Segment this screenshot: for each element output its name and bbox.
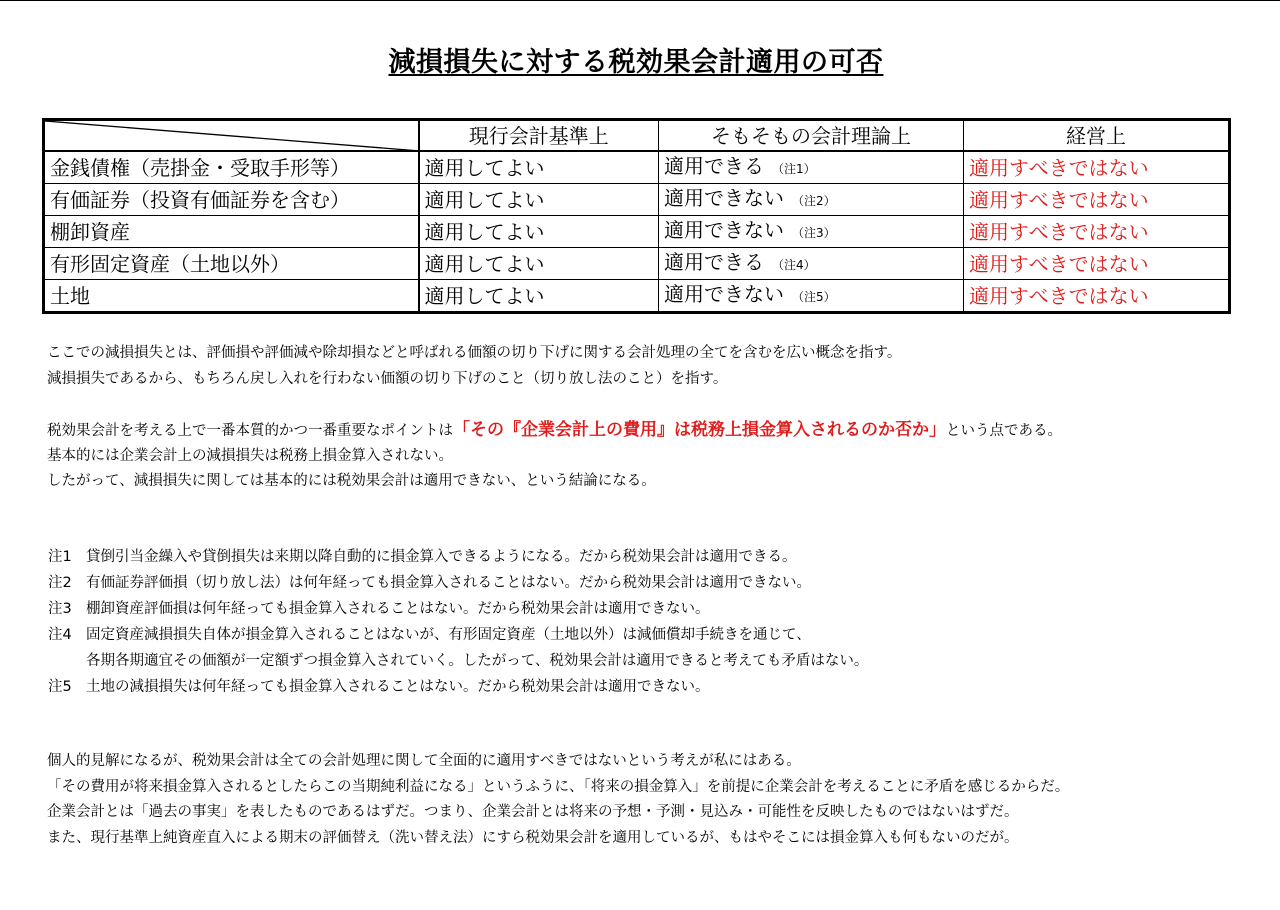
column-header-current: 現行会計基準上 — [419, 120, 659, 152]
personal-view-paragraph — [47, 749, 1069, 851]
key-point-paragraph — [47, 418, 1062, 495]
row-label: 金銭債権（売掛金・受取手形等） — [44, 151, 419, 184]
theory-text: 適用できる — [664, 250, 764, 274]
theory-text: 適用できない — [664, 218, 784, 242]
paragraph-line: したがって、減損損失に関しては基本的には税効果会計は適用できない、という結論になる。 — [47, 473, 656, 489]
cell-current: 適用してよい — [419, 248, 659, 280]
top-border-line — [0, 0, 1280, 1]
paragraph-line: 個人的見解になるが、税効果会計は全ての会計処理に関して全面的に適用すべきではないという考えが私にはある。 — [47, 753, 801, 769]
note-text: 棚卸資産評価損は何年経っても損金算入されることはない。だから税効果会計は適用できない。 — [86, 601, 710, 617]
note-ref: （注5） — [792, 290, 836, 304]
notes-list — [48, 544, 868, 700]
paragraph-line: 減損損失であるから、もちろん戻し入れを行わない価額の切り下げのこと（切り放し法のこと）を指す。 — [47, 370, 728, 387]
column-header-theory: そもそもの会計理論上 — [659, 120, 964, 152]
row-label: 有価証券（投資有価証券を含む） — [44, 184, 419, 216]
cell-current: 適用してよい — [419, 280, 659, 313]
row-label: 土地 — [44, 280, 419, 313]
key-point-tail: という点である。 — [946, 423, 1062, 439]
table-row — [44, 216, 1230, 248]
paragraph-line: また、現行基準上純資産直入による期末の評価替え（洗い替え法）にすら税効果会計を適用しているが、もはやそこには損金算入も何もないのだが。 — [47, 829, 1019, 846]
row-label: 有形固定資産（土地以外） — [44, 248, 419, 280]
applicability-table — [42, 118, 1231, 314]
note-ref: （注2） — [792, 194, 836, 208]
corner-cell — [44, 120, 419, 152]
note-text: 土地の減損損失は何年経っても損金算入されることはない。だから税効果会計は適用できない。 — [86, 679, 710, 695]
note-ref: （注3） — [792, 226, 836, 240]
note-item — [48, 570, 868, 596]
cell-theory — [659, 248, 964, 280]
cell-theory — [659, 151, 964, 184]
cell-current: 適用してよい — [419, 184, 659, 216]
table-row — [44, 151, 1230, 184]
note-ref: （注4） — [772, 258, 816, 272]
note-label: 注4 — [48, 627, 72, 643]
theory-text: 適用できる — [664, 154, 764, 178]
cell-management: 適用すべきではない — [964, 151, 1230, 184]
note-item — [48, 596, 868, 622]
note-item — [48, 674, 868, 700]
cell-current: 適用してよい — [419, 216, 659, 248]
diagonal-line — [45, 121, 419, 151]
theory-text: 適用できない — [664, 282, 784, 306]
paragraph-line: 「その費用が将来損金算入されるとしたらこの当期純利益になる」というふうに、「将来の損金算入」を前提に企業会計を考えることに矛盾を感じるからだ。 — [47, 778, 1070, 795]
column-header-management: 経営上 — [964, 120, 1230, 152]
definition-paragraph — [47, 341, 901, 392]
note-item — [48, 622, 868, 648]
table-row — [44, 248, 1230, 280]
note-continuation: 各期各期適宜その価額が一定額ずつ損金算入されていく。したがって、税効果会計は適用できると考えても矛盾はない。 — [86, 653, 869, 669]
paragraph-line: 基本的には企業会計上の減損損失は税務上損金算入されない。 — [47, 447, 453, 464]
paragraph-line: ここでの減損損失とは、評価損や評価減や除却損などと呼ばれる価額の切り下げに関する会計処理の全てを含むを広い概念を指す。 — [47, 345, 902, 361]
note-label: 注1 — [48, 549, 72, 565]
note-label: 注3 — [48, 601, 72, 617]
key-point-lead: 税効果会計を考える上で一番本質的かつ一番重要なポイントは — [47, 423, 453, 439]
cell-current: 適用してよい — [419, 151, 659, 184]
paragraph-line: 企業会計とは「過去の事実」を表したものであるはずだ。つまり、企業会計とは将来の予想・予測・見込み・可能性を反映したものではないはずだ。 — [47, 804, 1019, 820]
cell-management: 適用すべきではない — [964, 248, 1230, 280]
cell-theory — [659, 280, 964, 313]
cell-management: 適用すべきではない — [964, 184, 1230, 216]
table-row — [44, 280, 1230, 313]
key-point-highlight: 「その『企業会計上の費用』は税務上損金算入されるのか否か」 — [453, 420, 946, 440]
note-item — [48, 544, 868, 570]
paragraph-line — [47, 418, 1062, 444]
theory-text: 適用できない — [664, 186, 784, 210]
cell-theory — [659, 184, 964, 216]
page-title — [0, 40, 1272, 79]
note-label: 注5 — [48, 679, 72, 695]
table-row — [44, 184, 1230, 216]
note-label: 注2 — [48, 575, 72, 591]
cell-theory — [659, 216, 964, 248]
cell-management: 適用すべきではない — [964, 216, 1230, 248]
note-ref: （注1） — [772, 162, 816, 176]
page-title-text: 減損損失に対する税効果会計適用の可否 — [388, 47, 884, 78]
note-text: 貸倒引当金繰入や貸倒損失は来期以降自動的に損金算入できるようになる。だから税効果会計は適用できる。 — [86, 549, 797, 565]
note-text: 固定資産減損損失自体が損金算入されることはないが、有形固定資産（土地以外）は減価償却手続きを通じて、 — [86, 627, 811, 643]
table-header-row — [44, 120, 1230, 152]
note-text: 有価証券評価損（切り放し法）は何年経っても損金算入されることはない。だから税効果会計は適用できない。 — [86, 575, 811, 591]
row-label: 棚卸資産 — [44, 216, 419, 248]
cell-management: 適用すべきではない — [964, 280, 1230, 313]
